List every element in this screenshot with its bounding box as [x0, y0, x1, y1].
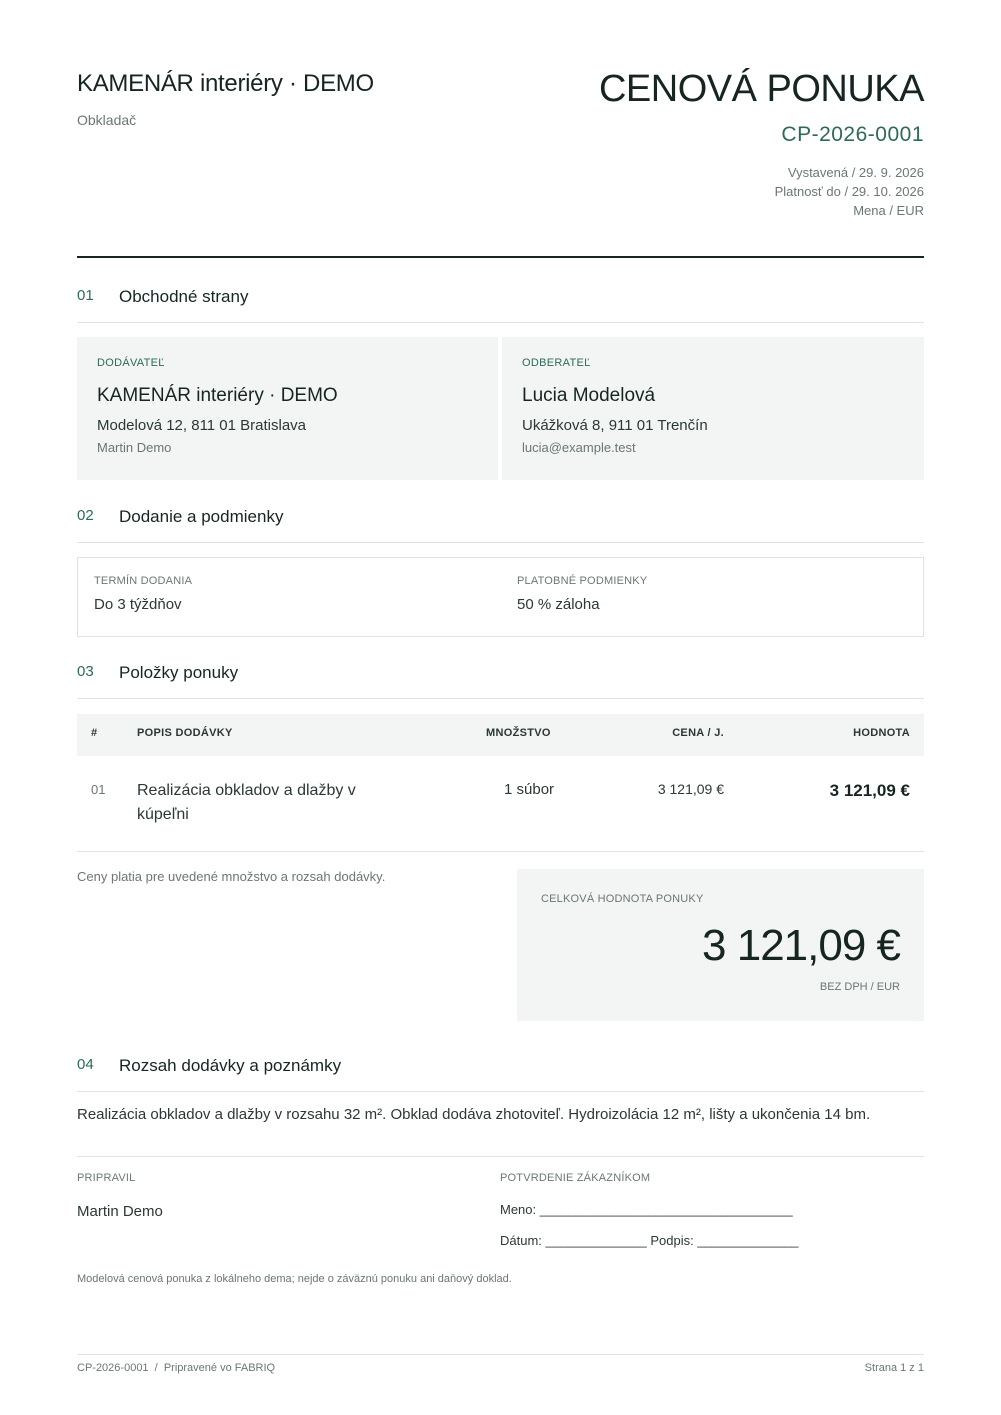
price-note: Ceny platia pre uvedené množstvo a rozsah dodávky. [77, 869, 386, 884]
section-number: 03 [77, 663, 94, 680]
customer-label: ODBERATEĽ [522, 357, 591, 369]
delivery-term [94, 575, 192, 613]
section-title: Položky ponuky [119, 663, 239, 682]
payment-term-label: PLATOBNÉ PODMIENKY [517, 575, 648, 587]
section-terms-heading [77, 507, 924, 543]
prepared-label: PRIPRAVIL [77, 1172, 136, 1184]
items-table-header [77, 714, 924, 756]
section-title: Dodanie a podmienky [119, 507, 284, 526]
terms-box [77, 557, 924, 637]
total-value: 3 121,09 € [702, 921, 900, 970]
valid-until: Platnosť do / 29. 10. 2026 [774, 184, 924, 199]
customer-email: lucia@example.test [522, 440, 636, 455]
col-index: # [91, 727, 98, 739]
customer-name: Lucia Modelová [522, 385, 656, 406]
document-meta [599, 163, 924, 220]
issuer-block [77, 70, 374, 128]
row-index: 01 [91, 782, 106, 797]
row-quantity: 1 súbor [504, 781, 555, 798]
table-row [77, 756, 924, 852]
customer-address: Ukážková 8, 911 01 Trenčín [522, 417, 708, 434]
confirm-label: POTVRDENIE ZÁKAZNÍKOM [500, 1172, 651, 1184]
section-title: Rozsah dodávky a poznámky [119, 1056, 342, 1075]
row-unit-price: 3 121,09 € [657, 781, 724, 797]
row-value: 3 121,09 € [829, 781, 910, 800]
disclaimer: Modelová cenová ponuka z lokálneho dema; nejde o záväznú ponuku ani daňový doklad. [77, 1273, 512, 1285]
total-label: CELKOVÁ HODNOTA PONUKY [541, 893, 704, 905]
issued-date: Vystavená / 29. 9. 2026 [787, 165, 924, 180]
document-heading [599, 68, 924, 220]
document-number: CP-2026-0001 [781, 123, 924, 146]
supplier-address: Modelová 12, 811 01 Bratislava [97, 417, 307, 434]
currency: Mena / EUR [853, 203, 924, 218]
customer-card [502, 337, 924, 480]
page-number: Strana 1 z 1 [864, 1362, 924, 1374]
footer-divider [77, 1354, 924, 1355]
date-signature-line: Dátum: ______________ Podpis: ______________ [500, 1233, 799, 1248]
payment-term [517, 575, 647, 613]
supplier-label: DODÁVATEĽ [97, 357, 165, 369]
section-number: 02 [77, 507, 94, 524]
section-scope-heading [77, 1056, 924, 1092]
page-footer [77, 1362, 924, 1374]
section-title: Obchodné strany [119, 287, 249, 306]
total-box [517, 869, 924, 1021]
delivery-term-label: TERMÍN DODANIA [94, 575, 193, 587]
col-value: HODNOTA [853, 727, 910, 739]
signature-divider [77, 1156, 924, 1157]
section-number: 01 [77, 287, 94, 304]
total-sub: BEZ DPH / EUR [819, 981, 900, 993]
section-number: 04 [77, 1056, 94, 1073]
row-description: Realizácia obkladov a dlažby v kúpeľni [137, 782, 356, 823]
section-parties-heading [77, 287, 924, 323]
supplier-contact: Martin Demo [97, 440, 172, 455]
section-items-heading [77, 663, 924, 699]
supplier-card [77, 337, 498, 480]
col-description: POPIS DODÁVKY [137, 727, 233, 739]
payment-term-value: 50 % záloha [517, 596, 600, 613]
quote-document [77, 0, 924, 1415]
document-title: CENOVÁ PONUKA [598, 68, 924, 110]
name-line: Meno: ___________________________________ [500, 1202, 793, 1217]
issuer-company: KAMENÁR interiéry · DEMO [77, 70, 374, 97]
header-divider [77, 256, 924, 258]
delivery-term-value: Do 3 týždňov [94, 596, 182, 613]
scope-text: Realizácia obkladov a dlažby v rozsahu 32 m². Obklad dodáva zhotoviteľ. Hydroizolácia 12 m², lišty a ukončenia 14 bm. [77, 1106, 871, 1123]
supplier-name: KAMENÁR interiéry · DEMO [97, 385, 338, 406]
col-unit-price: CENA / J. [672, 727, 724, 739]
prepared-name: Martin Demo [77, 1203, 163, 1220]
issuer-trade: Obkladač [77, 112, 137, 128]
col-quantity: MNOŽSTVO [486, 727, 551, 739]
footer-reference: CP-2026-0001 / Pripravené vo FABRIQ [77, 1362, 276, 1374]
